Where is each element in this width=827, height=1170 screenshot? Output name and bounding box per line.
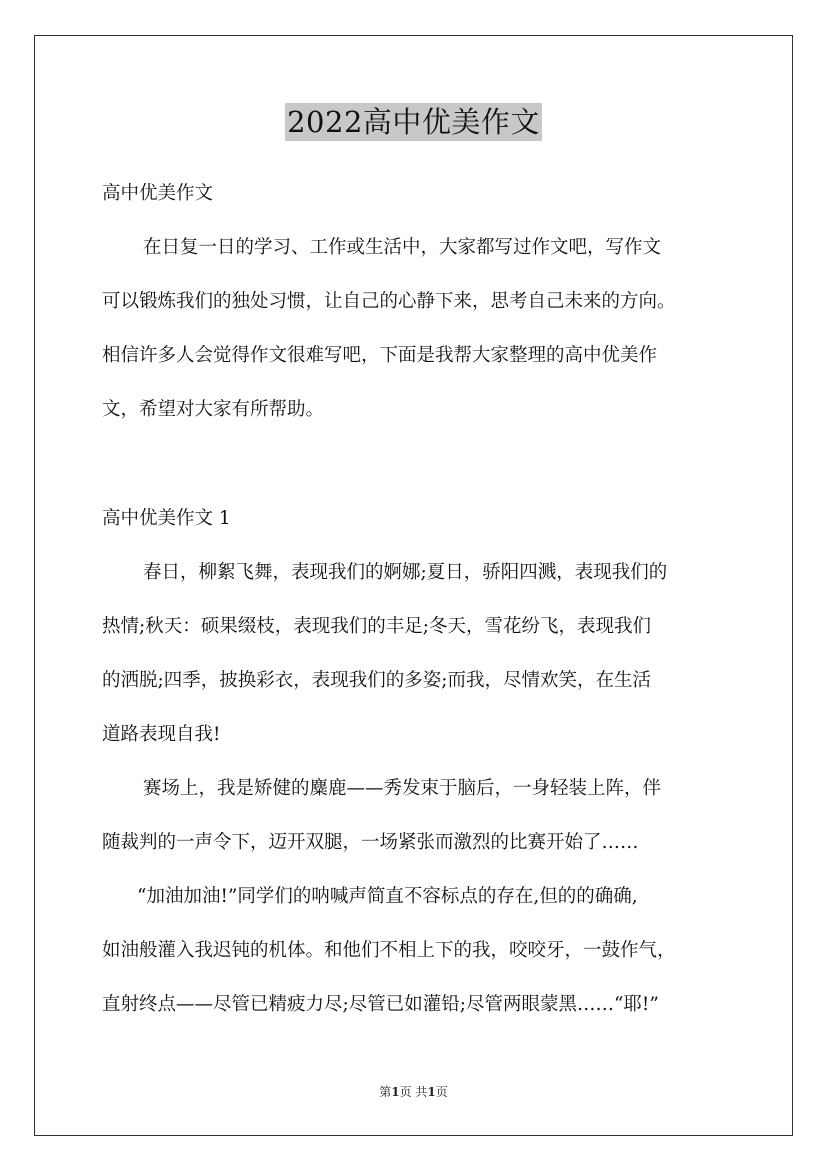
paragraph-line: 文，希望对大家有所帮助。 xyxy=(102,399,325,420)
section-heading-essay-1: 高中优美作文 1 xyxy=(102,508,231,529)
footer-page-suffix: 页 xyxy=(435,1085,448,1099)
paragraph-line: 热情;秋天：硕果缀枝，表现我们的丰足;冬天，雪花纷飞，表现我们 xyxy=(102,616,651,637)
paragraph-line: 道路表现自我! xyxy=(102,724,221,745)
paragraph-line: 春日，柳絮飞舞，表现我们的婀娜;夏日，骄阳四溅，表现我们的 xyxy=(143,562,668,583)
document-title: 2022高中优美作文 xyxy=(287,105,540,139)
paragraph-line: 相信许多人会觉得作文很难写吧，下面是我帮大家整理的高中优美作 xyxy=(102,345,658,366)
footer-page-number: 1 xyxy=(391,1085,400,1099)
paragraph-line: 在日复一日的学习、工作或生活中，大家都写过作文吧，写作文 xyxy=(143,237,662,258)
footer-page-mid: 页 共 xyxy=(399,1085,428,1099)
title-container xyxy=(0,103,827,141)
paragraph-line: 随裁判的一声令下，迈开双腿，一场紧张而激烈的比赛开始了…… xyxy=(102,832,639,853)
paragraph-line: 直射终点——尽管已精疲力尽;尽管已如灌铅;尽管两眼蒙黑……“耶!” xyxy=(102,994,659,1015)
paragraph-line: 的洒脱;四季，披换彩衣，表现我们的多姿;而我，尽情欢笑，在生活 xyxy=(102,670,651,691)
footer-page-prefix: 第 xyxy=(379,1085,392,1099)
paragraph-line: 如油般灌入我迟钝的机体。和他们不相上下的我，咬咬牙，一鼓作气， xyxy=(102,940,676,961)
paragraph-line: 可以锻炼我们的独处习惯，让自己的心静下来，思考自己未来的方向。 xyxy=(102,291,676,312)
paragraph-line: 赛场上，我是矫健的麋鹿——秀发束于脑后，一身轻装上阵，伴 xyxy=(143,778,662,799)
footer-page-total: 1 xyxy=(427,1085,436,1099)
paragraph-line: “加油加油!”同学们的呐喊声简直不容标点的存在,但的的确确, xyxy=(137,886,638,907)
page-footer xyxy=(0,1084,827,1100)
section-heading-intro: 高中优美作文 xyxy=(102,183,214,204)
